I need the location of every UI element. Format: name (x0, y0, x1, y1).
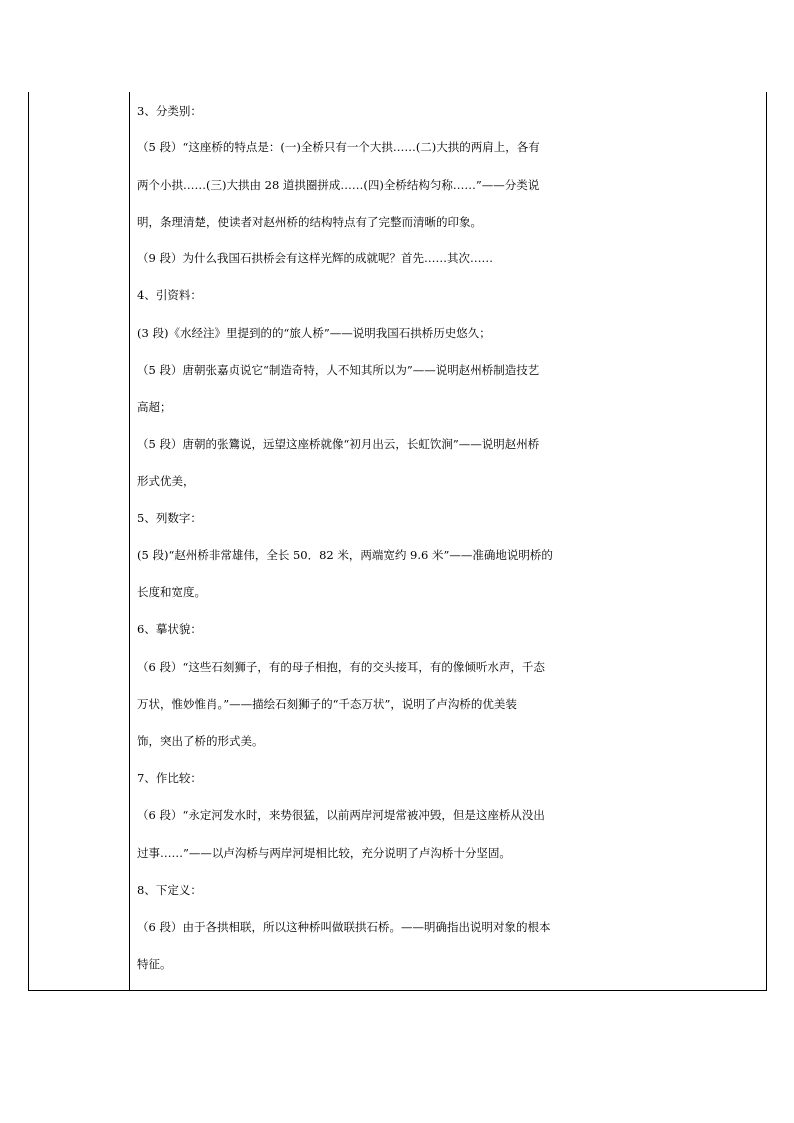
paragraph-line: 长度和宽度。 (137, 585, 206, 599)
paragraph-line: （6 段）由于各拱相联，所以这种桥叫做联拱石桥。——明确指出说明对象的根本 (137, 920, 551, 934)
section-heading-describe: 6、摹状貌： (137, 622, 202, 636)
paragraph-line: 特征。 (137, 957, 172, 971)
paragraph-line: （5 段）唐朝的张鷟说，远望这座桥就像“初月出云，长虹饮涧”——说明赵州桥 (137, 437, 540, 451)
paragraph-line: (5 段)“赵州桥非常雄伟，全长 50．82 米，两端宽约 9.6 米”——准确地说明桥的 (137, 548, 553, 562)
paragraph-line: 两个小拱……(三)大拱由 28 道拱圈拼成……(四)全桥结构匀称……”——分类说 (137, 178, 540, 192)
paragraph-line: 明，条理清楚，使读者对赵州桥的结构特点有了完整而清晰的印象。 (137, 215, 482, 229)
paragraph-line: 万状，惟妙惟肖。”——描绘石刻狮子的“千态万状”，说明了卢沟桥的优美装 (137, 697, 517, 711)
section-heading-cite: 4、引资料： (137, 288, 202, 302)
column-divider (129, 92, 130, 990)
paragraph-line: （9 段）为什么我国石拱桥会有这样光辉的成就呢？首先……其次…… (137, 251, 493, 265)
paragraph-line: 高超； (137, 400, 172, 414)
section-heading-define: 8、下定义： (137, 883, 202, 897)
document-table (28, 92, 767, 991)
section-heading-numbers: 5、列数字： (137, 511, 202, 525)
paragraph-line: 形式优美， (137, 474, 195, 488)
section-heading-compare: 7、作比较： (137, 771, 202, 785)
paragraph-line: （6 段）“这些石刻狮子，有的母子相抱，有的交头接耳，有的像倾听水声，千态 (137, 660, 545, 674)
paragraph-line: 饰，突出了桥的形式美。 (137, 734, 264, 748)
paragraph-line: （5 段）“这座桥的特点是：(一)全桥只有一个大拱……(二)大拱的两肩上，各有 (137, 140, 540, 154)
section-heading-classify: 3、分类别： (137, 104, 202, 118)
paragraph-line: （5 段）唐朝张嘉贞说它“制造奇特，人不知其所以为”——说明赵州桥制造技艺 (137, 363, 540, 377)
paragraph-line: 过事……”——以卢沟桥与两岸河堤相比较，充分说明了卢沟桥十分坚固。 (137, 846, 511, 860)
paragraph-line: （6 段）“永定河发水时，来势很猛，以前两岸河堤常被冲毁，但是这座桥从没出 (137, 808, 545, 822)
paragraph-line: (3 段)《水经注》里提到的的“旅人桥”——说明我国石拱桥历史悠久； (137, 326, 491, 340)
